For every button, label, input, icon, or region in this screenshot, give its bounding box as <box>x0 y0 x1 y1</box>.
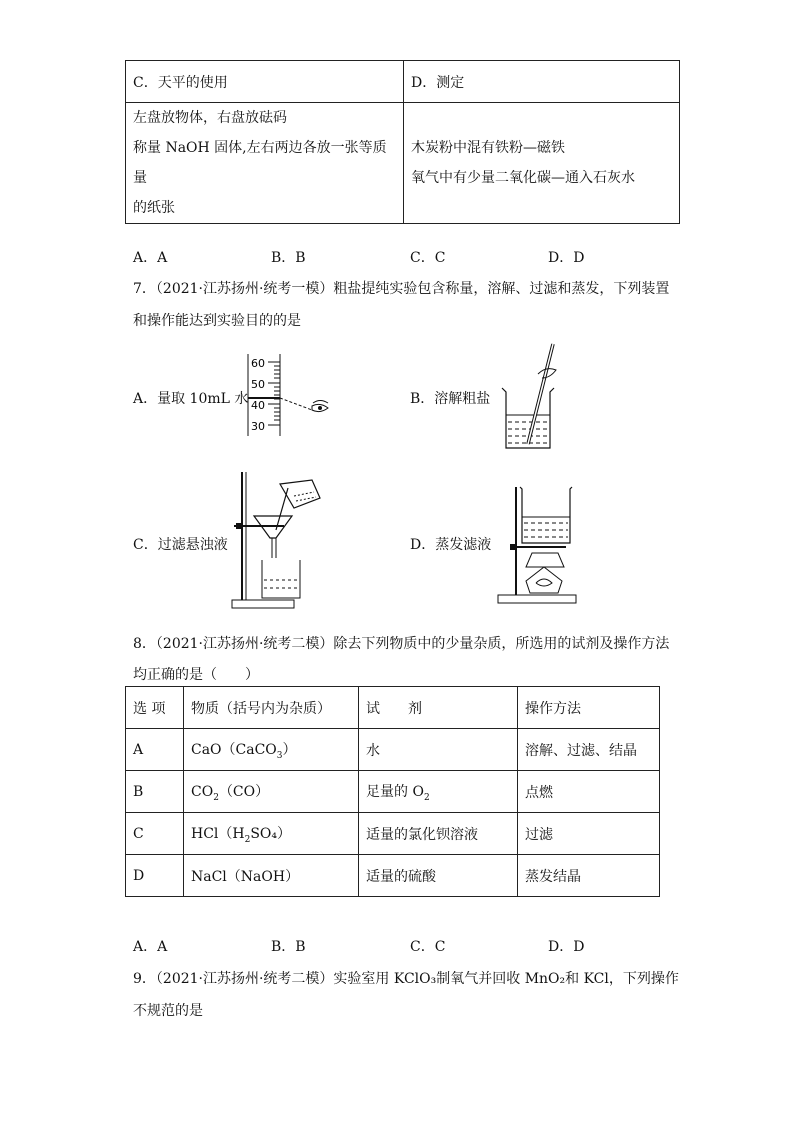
table-row <box>126 771 660 813</box>
q7-option-c-label[interactable]: C．过滤悬浊液 <box>133 537 228 553</box>
q6-header-c: C．天平的使用 <box>126 61 404 103</box>
q6-option-c[interactable]: C．C <box>410 250 446 266</box>
row-method: 溶解、过滤、结晶 <box>518 729 660 771</box>
q7-option-a-label[interactable]: A．量取 10mL 水 <box>133 391 249 407</box>
cylinder-tick-60: 60 <box>251 357 265 370</box>
q9-stem-line1: 9．（2021·江苏扬州·统考二模）实验室用 KClO₃制氧气并回收 MnO₂和 KCl，下列操作 <box>133 971 679 987</box>
row-substance: CaO（CaCO$_3$） <box>184 729 359 771</box>
q8-stem-line2: 均正确的是（ ） <box>133 667 259 683</box>
q7-option-d-label[interactable]: D．蒸发滤液 <box>410 537 492 553</box>
q6-d-line: 氧气中有少量二氧化碳—通入石灰水 <box>411 170 635 186</box>
row-option: C <box>126 813 184 855</box>
q6-table <box>125 60 680 224</box>
row-reagent: 适量的硫酸 <box>359 855 518 897</box>
row-option: D <box>126 855 184 897</box>
q6-c-line: 的纸张 <box>133 200 175 216</box>
q8-header-substance: 物质（括号内为杂质） <box>184 687 359 729</box>
q7-stem-line2: 和操作能达到实验目的的是 <box>133 313 301 329</box>
q8-header-reagent: 试 剂 <box>359 687 518 729</box>
q6-option-a[interactable]: A．A <box>133 250 168 266</box>
row-substance: $CO_2(CO)$ <box>184 771 359 813</box>
q9-stem-line2: 不规范的是 <box>133 1003 203 1019</box>
cylinder-tick-50: 50 <box>251 378 265 391</box>
q8-stem-line1: 8．（2021·江苏扬州·统考二模）除去下列物质中的少量杂质，所选用的试剂及操作方法 <box>133 636 670 652</box>
q7-stem-line1: 7．（2021·江苏扬州·统考一模）粗盐提纯实验包含称量，溶解、过滤和蒸发，下列装置 <box>133 281 670 297</box>
q6-d-line: 木炭粉中混有铁粉—磁铁 <box>411 140 565 156</box>
row-option: B <box>126 771 184 813</box>
q6-c-line: 左盘放物体，右盘放砝码 <box>133 110 287 126</box>
row-substance: NaCl（NaOH） <box>184 855 359 897</box>
q8-option-b[interactable]: B．B <box>271 939 306 955</box>
row-reagent: 水 <box>359 729 518 771</box>
table-row <box>126 813 660 855</box>
cylinder-tick-30: 30 <box>251 420 265 433</box>
q6-cell-d <box>404 103 680 224</box>
eye-icon <box>312 401 328 412</box>
evaporation-illustration <box>496 483 586 608</box>
row-reagent: 足量的 $O_2$ <box>359 771 518 813</box>
filtration-illustration <box>228 468 358 613</box>
row-method: 点燃 <box>518 771 660 813</box>
row-option: A <box>126 729 184 771</box>
cylinder-tick-40: 40 <box>251 399 265 412</box>
row-reagent: 适量的氯化钡溶液 <box>359 813 518 855</box>
table-row <box>126 855 660 897</box>
table-row <box>126 729 660 771</box>
q8-header-option: 选 项 <box>126 687 184 729</box>
q6-cell-c <box>126 103 404 224</box>
q6-option-b[interactable]: B．B <box>271 250 306 266</box>
measuring-cylinder-illustration <box>240 352 350 442</box>
q6-option-d[interactable]: D．D <box>548 250 585 266</box>
q8-option-a[interactable]: A．A <box>133 939 168 955</box>
beaker-stirring-illustration <box>498 340 568 455</box>
row-substance: $HCl(H_2SO_4)$ <box>184 813 359 855</box>
row-method: 过滤 <box>518 813 660 855</box>
q8-table <box>125 686 660 897</box>
q7-option-b-label[interactable]: B．溶解粗盐 <box>410 391 491 407</box>
row-method: 蒸发结晶 <box>518 855 660 897</box>
q8-option-c[interactable]: C．C <box>410 939 446 955</box>
q8-option-d[interactable]: D．D <box>548 939 585 955</box>
q6-header-d: D．测定 <box>404 61 680 103</box>
q6-c-line: 称量 NaOH 固体,左右两边各放一张等质量 <box>133 140 387 186</box>
q8-header-method: 操作方法 <box>518 687 660 729</box>
